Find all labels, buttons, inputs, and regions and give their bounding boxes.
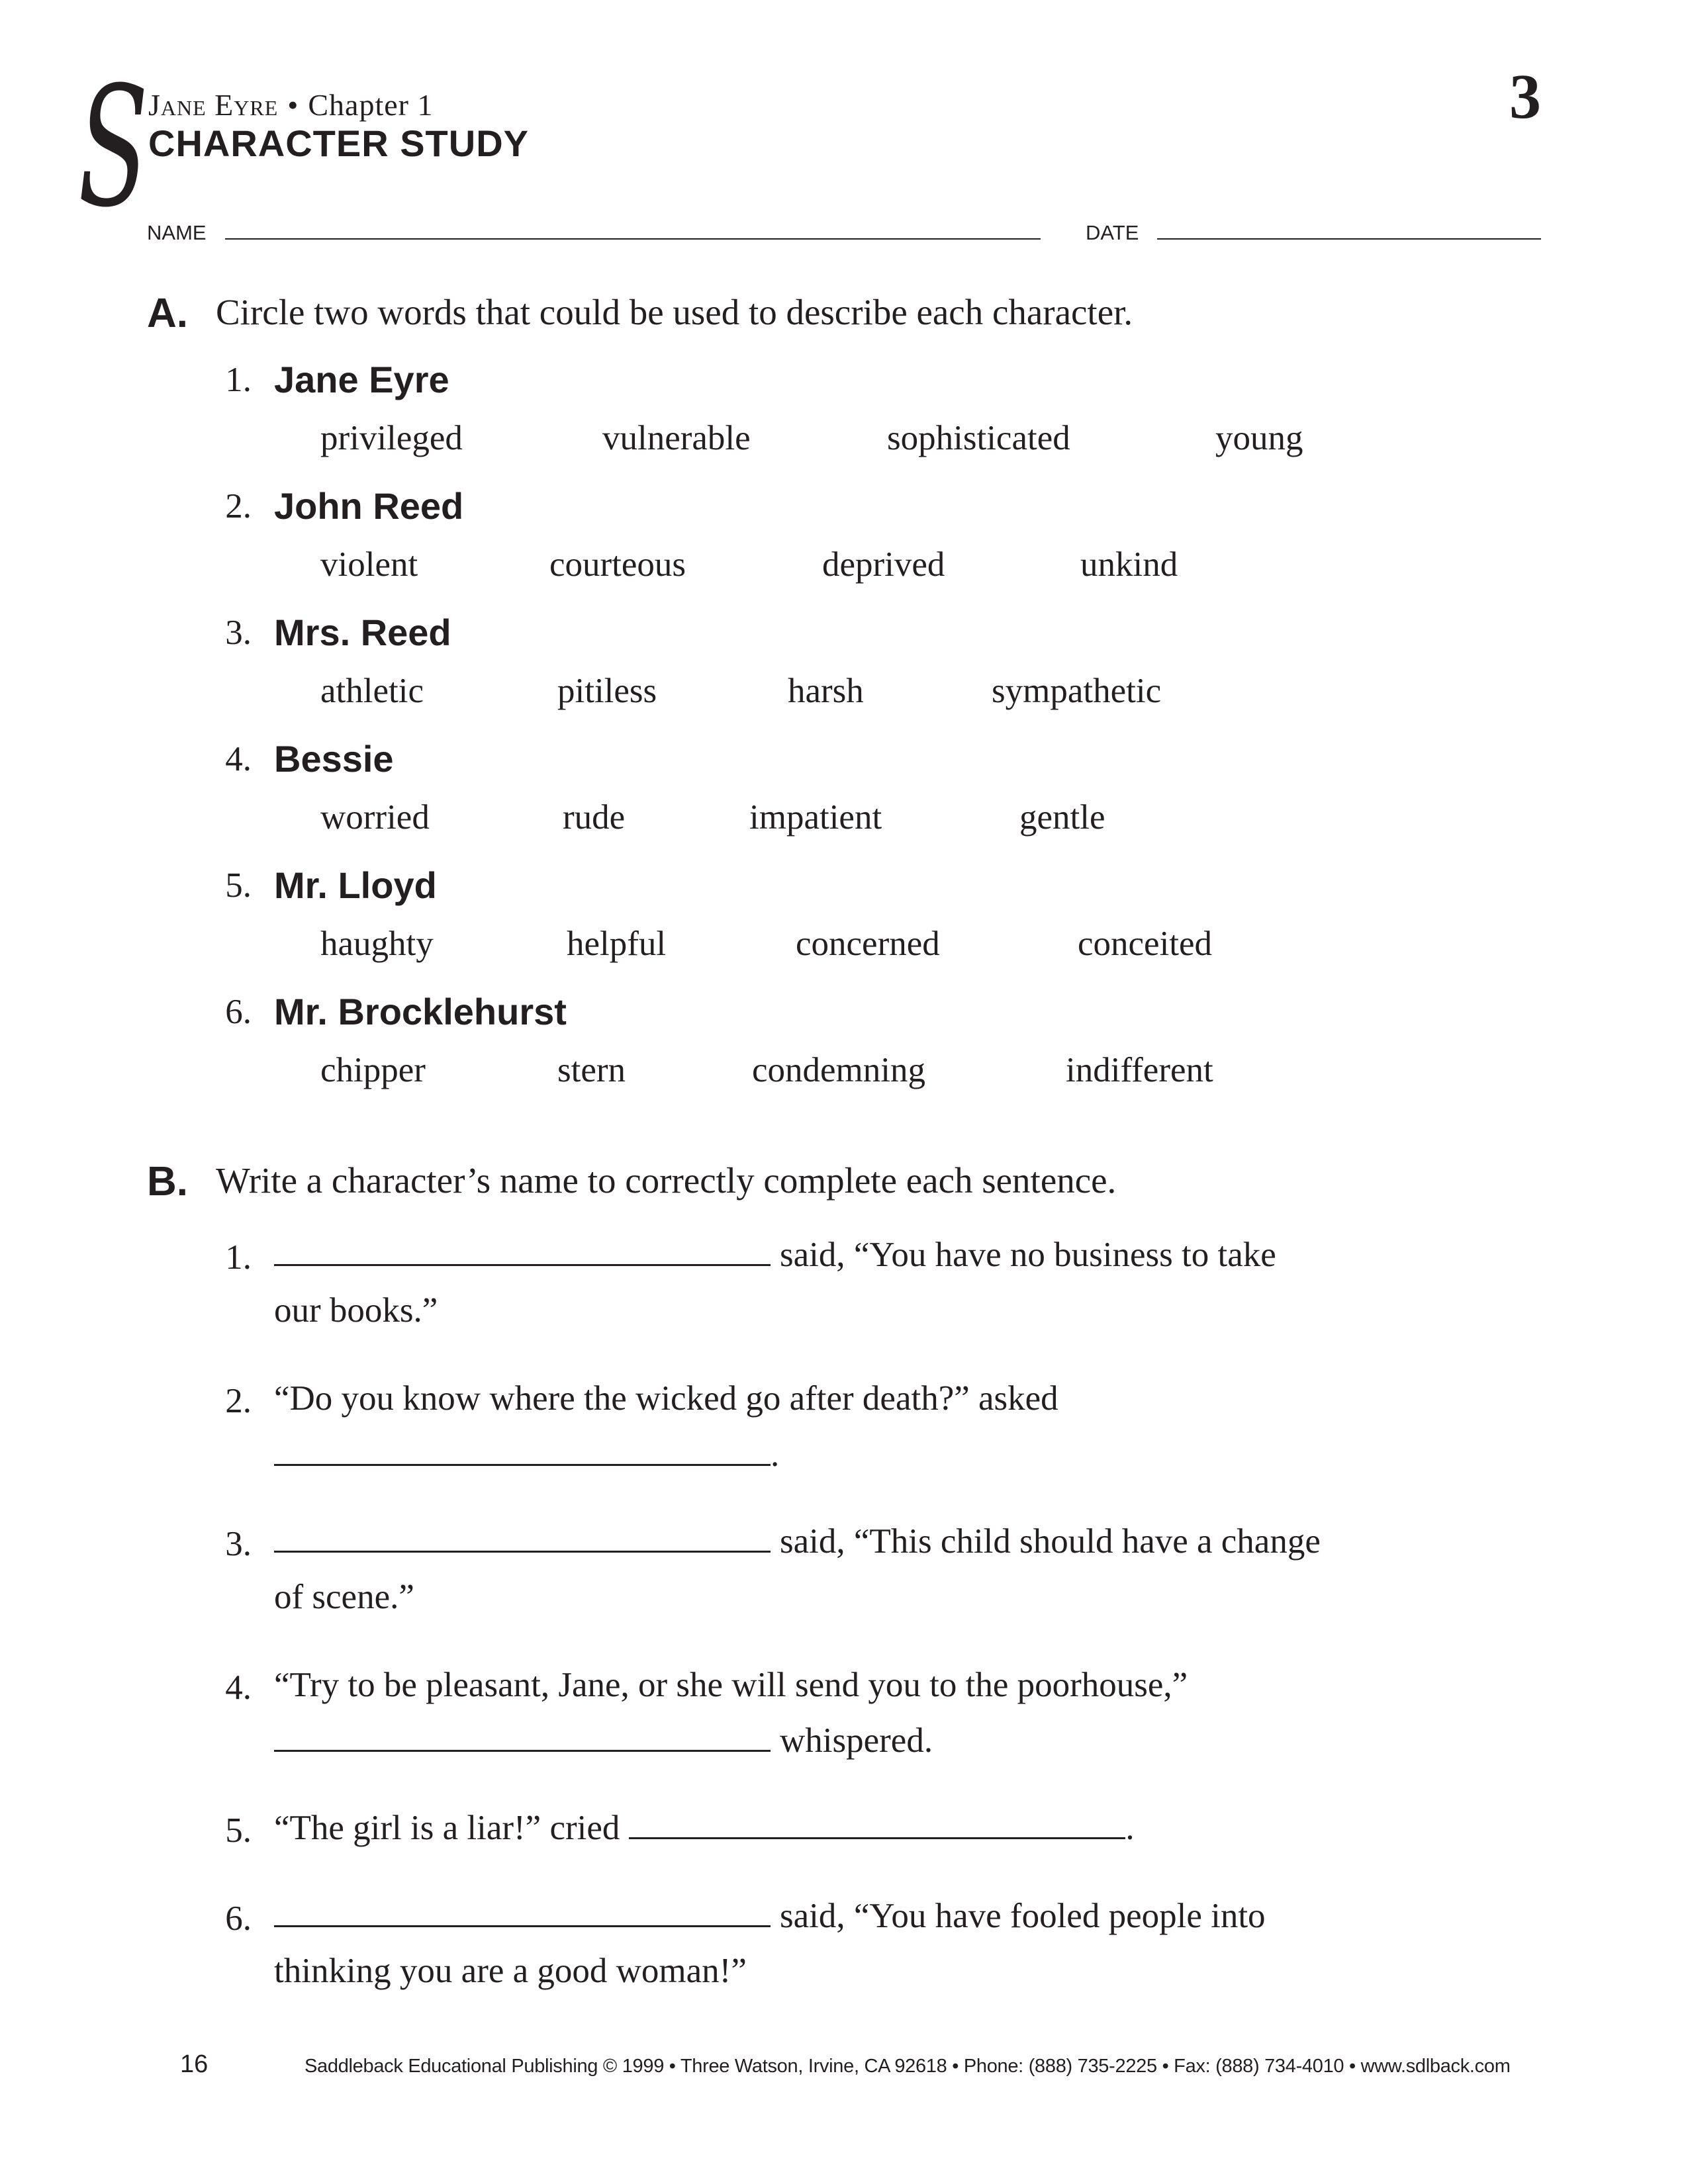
item-number: 4. (225, 740, 252, 778)
book-title: Jane Eyre (148, 88, 279, 122)
sentence-line (274, 1899, 1266, 1934)
word-option[interactable]: chipper (320, 1051, 426, 1089)
word-option[interactable]: gentle (1019, 798, 1105, 837)
sentence-text: . (1125, 1809, 1135, 1847)
separator: • (287, 88, 299, 122)
word-option[interactable]: rude (563, 798, 626, 837)
item-number: 6. (225, 1899, 252, 1938)
name-field[interactable] (225, 238, 1041, 240)
word-option[interactable]: harsh (788, 672, 864, 710)
item-number: 5. (225, 866, 252, 905)
word-option[interactable]: worried (320, 798, 430, 837)
item-number: 1. (225, 361, 252, 399)
character-name: Jane Eyre (274, 359, 449, 400)
character-name: Mr. Lloyd (274, 864, 437, 906)
sentence-line (274, 1238, 1276, 1273)
answer-blank[interactable] (274, 1925, 771, 1927)
sentence-text: whispered. (780, 1721, 933, 1760)
sentence-line (274, 1723, 933, 1758)
item-number: 6. (225, 993, 252, 1031)
word-option[interactable]: deprived (822, 545, 945, 584)
item-number: 2. (225, 1382, 252, 1420)
section-a-instruction: Circle two words that could be used to describe each character. (216, 292, 1133, 332)
character-name: Bessie (274, 738, 394, 780)
word-option[interactable]: helpful (567, 925, 667, 963)
answer-blank[interactable] (274, 1749, 771, 1752)
word-option[interactable]: privileged (320, 419, 463, 457)
answer-blank[interactable] (274, 1263, 771, 1266)
sentence-text: said, “This child should have a change (780, 1522, 1321, 1561)
item-number: 1. (225, 1238, 252, 1277)
character-name: Mrs. Reed (274, 612, 451, 653)
word-option[interactable]: stern (557, 1051, 626, 1089)
answer-blank[interactable] (274, 1463, 771, 1466)
page-title: CHARACTER STUDY (148, 122, 529, 164)
item-number: 2. (225, 487, 252, 525)
chapter-label: Chapter 1 (308, 88, 434, 122)
sentence-text: of scene.” (274, 1578, 414, 1616)
word-option[interactable]: sophisticated (887, 419, 1070, 457)
word-option[interactable]: pitiless (557, 672, 657, 710)
date-field[interactable] (1157, 238, 1541, 240)
word-option[interactable]: haughty (320, 925, 434, 963)
word-option[interactable]: unkind (1080, 545, 1178, 584)
sentence-text: “The girl is a liar!” cried (274, 1809, 620, 1847)
word-option[interactable]: concerned (796, 925, 940, 963)
word-option[interactable]: young (1215, 419, 1303, 457)
answer-blank[interactable] (629, 1837, 1125, 1839)
sentence-text: “Try to be pleasant, Jane, or she will send you to the poorhouse,” (274, 1666, 1188, 1704)
sentence-text: said, “You have no business to take (780, 1236, 1276, 1274)
item-number: 4. (225, 1668, 252, 1707)
page-number: 16 (180, 2050, 209, 2078)
sentence-line (274, 1437, 779, 1473)
activity-number: 3 (1509, 61, 1541, 132)
sentence-text: . (771, 1435, 780, 1474)
item-number: 5. (225, 1811, 252, 1850)
answer-blank[interactable] (274, 1550, 771, 1553)
sentence-line (274, 1524, 1321, 1559)
word-option[interactable]: conceited (1078, 925, 1213, 963)
section-a-letter: A. (147, 291, 188, 336)
sentence-text: thinking you are a good woman!” (274, 1952, 747, 1990)
word-option[interactable]: condemning (752, 1051, 925, 1089)
character-name: Mr. Brocklehurst (274, 991, 567, 1032)
word-option[interactable]: violent (320, 545, 418, 584)
series-line (148, 87, 434, 122)
word-option[interactable]: courteous (549, 545, 686, 584)
word-option[interactable]: sympathetic (992, 672, 1162, 710)
item-number: 3. (225, 1525, 252, 1563)
logo-icon: S (78, 51, 149, 244)
section-b-instruction: Write a character’s name to correctly complete each sentence. (216, 1160, 1117, 1201)
name-label: NAME (147, 221, 207, 244)
word-option[interactable]: vulnerable (602, 419, 751, 457)
character-name: John Reed (274, 485, 464, 527)
sentence-text: said, “You have fooled people into (780, 1897, 1266, 1935)
item-number: 3. (225, 614, 252, 652)
sentence-text: our books.” (274, 1291, 438, 1330)
word-option[interactable]: indifferent (1066, 1051, 1213, 1089)
section-b-letter: B. (147, 1159, 188, 1205)
sentence-text: “Do you know where the wicked go after death?” asked (274, 1379, 1058, 1418)
word-option[interactable]: impatient (749, 798, 882, 837)
word-option[interactable]: athletic (320, 672, 424, 710)
publisher-info: Saddleback Educational Publishing © 1999 • Three Watson, Irvine, CA 92618 • Phone: (888) 735-2225 • Fax: (888) 734-4010 • www.sdlback.com (305, 2056, 1511, 2077)
sentence-line (274, 1811, 1135, 1846)
date-label: DATE (1086, 221, 1139, 244)
